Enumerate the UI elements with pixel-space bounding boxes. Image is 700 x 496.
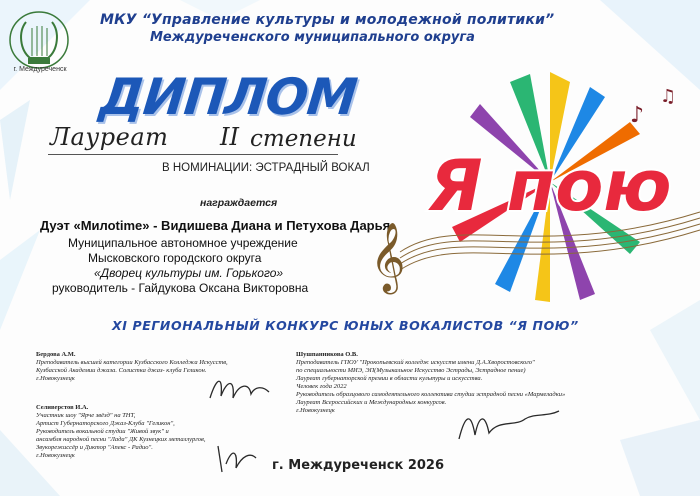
institution-line: Мысковского городского округа bbox=[88, 251, 262, 265]
jury-line: Звукорежиссёр и Диктор "Апекс - Радио". bbox=[36, 444, 153, 451]
jury-line: по специальности МИЭ, ЭП(Музыкальное Искусство Эстрады, Эстрадное пение) bbox=[296, 367, 526, 374]
laureate-label: Лауреат bbox=[50, 123, 169, 151]
music-note-icon: ♫ bbox=[660, 86, 677, 107]
jury-line: г.Новокузнецк bbox=[296, 407, 335, 414]
jury-line: ансамбля народной песни "Лада" ДК Кузнецких металлургов, bbox=[36, 436, 206, 443]
jury-name: Шушпанникова О.В. bbox=[296, 351, 358, 358]
nomination-text: В НОМИНАЦИИ: ЭСТРАДНЫЙ ВОКАЛ bbox=[162, 162, 370, 174]
treble-clef-icon: 𝄞 bbox=[370, 222, 406, 292]
festival-logo-text: Я пою bbox=[428, 145, 672, 227]
jury-line: Лауреат Всероссийских и Международных конкурсов. bbox=[296, 399, 447, 406]
jury-line: Руководитель вокальной студии "Живой звук" и bbox=[36, 428, 169, 435]
jury-line: Кузбасской Академии джаза. Солистка джаз- клуба Геликон. bbox=[36, 367, 207, 374]
recipient-name: Дуэт «Милоtime» - Видишева Диана и Петухова Дарья bbox=[40, 218, 391, 233]
jury-line: Руководитель образцового самодеятельного коллектива студии эстрадной песни «Мармеладки» bbox=[296, 391, 566, 398]
degree-roman: II bbox=[220, 123, 239, 151]
signature-icon bbox=[205, 372, 275, 406]
organization-title: МКУ “Управление культуры и молодежной политики” bbox=[100, 12, 555, 28]
jury-name: Бердова А.М. bbox=[36, 351, 76, 358]
jury-line: г.Новокузнецк bbox=[36, 375, 75, 382]
organization-subtitle: Междуреченского муниципального округа bbox=[150, 30, 475, 45]
jury-line: Участник шоу "Ярче звёзд" на ТНТ, bbox=[36, 412, 136, 419]
laureate-underline bbox=[48, 154, 338, 155]
degree-word: степени bbox=[250, 126, 357, 152]
festival-logo bbox=[370, 62, 700, 308]
contest-title: XI РЕГИОНАЛЬНЫЙ КОНКУРС ЮНЫХ ВОКАЛИСТОВ “Я ПОЮ” bbox=[112, 318, 579, 333]
jury-line: Артист Губернаторского Джаз-Клуба "Геликон", bbox=[36, 420, 175, 427]
footer-city-year: г. Междуреченск 2026 bbox=[272, 458, 445, 473]
signature-icon bbox=[212, 440, 262, 476]
jury-line: Лауреат губернаторской премии в области культуры и искусства. bbox=[296, 375, 483, 382]
awarded-label: награждается bbox=[200, 197, 278, 209]
logo-city-label: г. Междуреченск bbox=[13, 66, 67, 73]
jury-line: Преподаватель ГПОУ "Прокопьевский колледж искусств имени Д.А.Хворостовского" bbox=[296, 359, 535, 366]
jury-name: Селиверстов И.А. bbox=[36, 404, 89, 411]
jury-line: Преподаватель высшей категории Кузбасского Колледжа Искусств, bbox=[36, 359, 228, 366]
signature-icon bbox=[455, 405, 565, 445]
jury-line: г.Новокузнецк bbox=[36, 452, 75, 459]
music-note-icon: ♪ bbox=[630, 103, 645, 128]
supervisor-line: руководитель - Гайдукова Оксана Викторовна bbox=[52, 281, 309, 295]
institution-line: «Дворец культуры им. Горького» bbox=[94, 266, 284, 280]
diploma-title: ДИПЛОМ bbox=[96, 68, 360, 126]
jury-line: Человек года 2022 bbox=[296, 383, 347, 390]
lyre-emblem-icon bbox=[8, 10, 70, 74]
institution-line: Муниципальное автономное учреждение bbox=[68, 236, 298, 250]
